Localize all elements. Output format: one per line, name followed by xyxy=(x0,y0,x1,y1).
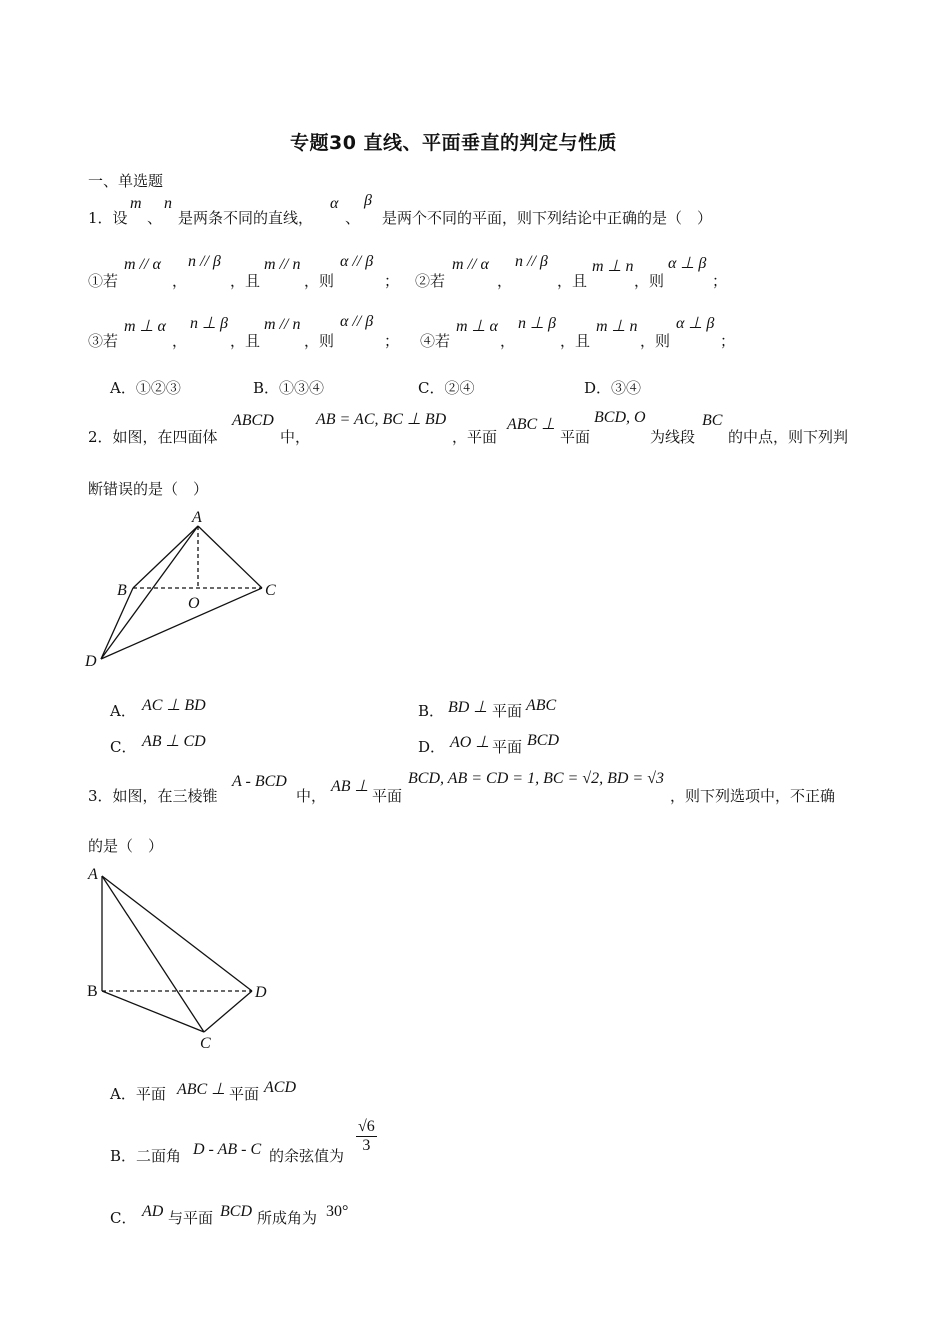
q2-abcd: ABCD xyxy=(232,412,274,429)
q1-c2-label: ②若 xyxy=(415,272,446,290)
q1-c1-semi: ； xyxy=(384,272,400,290)
q1-c4-semi: ； xyxy=(720,332,736,350)
q3-line2: 的是（ ） xyxy=(88,837,164,855)
q3-option-b-angle[interactable]: D - AB - C xyxy=(193,1141,262,1158)
q1-c4-mn: m ⊥ n xyxy=(596,318,638,335)
q2-mid2: ，平面 xyxy=(452,428,498,446)
q3-mid1: 中， xyxy=(296,787,327,805)
q1-mid: 是两条不同的直线， xyxy=(178,209,314,227)
q1-option-b[interactable]: B．①③④ xyxy=(253,379,325,397)
section-heading: 一、单选题 xyxy=(88,172,164,190)
q2-option-c-label[interactable]: C． xyxy=(110,738,137,756)
q1-option-d[interactable]: D．③④ xyxy=(584,379,642,397)
q1-c3-semi: ； xyxy=(384,332,400,350)
q1-sep1: 、 xyxy=(147,209,163,227)
q1-c1-then: ，则 xyxy=(304,272,335,290)
q1-c4-and: ，且 xyxy=(560,332,591,350)
q2-tetrahedron-figure xyxy=(80,500,300,675)
label-a: A xyxy=(192,509,202,526)
edge-ab xyxy=(133,526,198,588)
q1-c2-and: ，且 xyxy=(557,272,588,290)
q3-option-c-bcd[interactable]: BCD xyxy=(220,1203,252,1220)
q1-tail: 是两个不同的平面，则下列结论中正确的是（ ） xyxy=(382,209,713,227)
label-a: A xyxy=(88,866,98,883)
q1-c4-comma: ， xyxy=(500,332,516,350)
q2-mid3: 为线段 xyxy=(650,428,696,446)
q2-option-d-label[interactable]: D． xyxy=(418,738,446,756)
q3-option-a-acd[interactable]: ACD xyxy=(264,1079,296,1096)
q1-c3-mn: m // n xyxy=(264,316,301,333)
q1-number: 1．设 xyxy=(88,209,128,227)
q2-option-b[interactable]: BD ⊥ xyxy=(448,699,488,716)
q2-option-d-plane[interactable]: 平面 xyxy=(492,738,523,756)
label-d: D xyxy=(255,984,267,1001)
q1-c4-label: ④若 xyxy=(420,332,451,350)
q1-c4-m: m ⊥ α xyxy=(456,318,498,335)
q2-line2: 断错误的是（ ） xyxy=(88,480,209,498)
q1-c2-semi: ； xyxy=(712,272,728,290)
q2-bcdo: BCD, O xyxy=(594,409,646,426)
q2-mid1: 中， xyxy=(280,428,311,446)
q1-c4-res: α ⊥ β xyxy=(676,315,715,332)
q1-c2-mn: m ⊥ n xyxy=(592,258,634,275)
q1-c1-m: m // α xyxy=(124,256,161,273)
q1-var-n: n xyxy=(164,195,172,212)
q1-c3-comma: ， xyxy=(172,332,188,350)
q1-sep2: 、 xyxy=(345,209,361,227)
q3-option-b-fraction xyxy=(356,1118,377,1155)
q1-c3-m: m ⊥ α xyxy=(124,318,166,335)
q2-option-c[interactable]: AB ⊥ CD xyxy=(142,733,206,750)
q1-c3-then: ，则 xyxy=(304,332,335,350)
q3-plane: 平面 xyxy=(372,787,403,805)
q1-c2-comma: ， xyxy=(497,272,513,290)
q2-option-b-plane[interactable]: 平面 xyxy=(492,702,523,720)
edge-ad xyxy=(101,526,198,659)
edge-ac xyxy=(102,876,204,1032)
q3-pyramid-figure xyxy=(80,860,290,1055)
q1-c3-res: α // β xyxy=(340,313,374,330)
q3-ab: AB ⊥ xyxy=(331,778,369,795)
edge-ac xyxy=(198,526,262,588)
q1-c4-then: ，则 xyxy=(640,332,671,350)
label-d: D xyxy=(85,653,97,670)
q1-c3-label: ③若 xyxy=(88,332,119,350)
q1-option-c[interactable]: C．②④ xyxy=(418,379,475,397)
q3-tail: ，则下列选项中，不正确 xyxy=(670,787,836,805)
q3-option-c-label[interactable]: C． xyxy=(110,1209,137,1227)
q2-plane: 平面 xyxy=(560,428,591,446)
q3-option-c-tail[interactable]: 所成角为 xyxy=(257,1209,318,1227)
q1-c1-n: n // β xyxy=(188,253,221,270)
q3-option-c-mid[interactable]: 与平面 xyxy=(168,1209,214,1227)
q1-c1-mn: m // n xyxy=(264,256,301,273)
page-title: 专题30 直线、平面垂直的判定与性质 xyxy=(290,132,618,154)
q1-var-beta: β xyxy=(364,192,372,209)
q1-c2-then: ，则 xyxy=(634,272,665,290)
q2-bc: BC xyxy=(702,412,723,429)
q1-c4-n: n ⊥ β xyxy=(518,315,556,332)
q3-option-b-label[interactable]: B．二面角 xyxy=(110,1147,182,1165)
q2-option-a[interactable]: AC ⊥ BD xyxy=(142,697,206,714)
label-c: C xyxy=(200,1035,211,1052)
q2-option-d[interactable]: AO ⊥ xyxy=(450,734,490,751)
q3-pyramid: A - BCD xyxy=(232,773,287,790)
q2-condition: AB = AC, BC ⊥ BD xyxy=(316,411,447,428)
q3-option-b-denominator: 3 xyxy=(362,1137,371,1154)
q1-c2-m: m // α xyxy=(452,256,489,273)
q3-number: 3．如图，在三棱锥 xyxy=(88,787,218,805)
q1-c1-and: ，且 xyxy=(230,272,261,290)
q3-option-a-plane[interactable]: 平面 xyxy=(229,1085,260,1103)
edge-ad xyxy=(102,876,252,991)
q3-condition: BCD, AB = CD = 1, BC = √2, BD = √3 xyxy=(408,770,665,787)
q2-number: 2．如图，在四面体 xyxy=(88,428,218,446)
q3-option-c-ad[interactable]: AD xyxy=(142,1203,164,1220)
q2-option-b-abc[interactable]: ABC xyxy=(526,697,557,714)
q1-c1-comma: ， xyxy=(172,272,188,290)
q3-option-a-label[interactable]: A．平面 xyxy=(110,1085,166,1103)
q1-option-a[interactable]: A．①②③ xyxy=(110,379,181,397)
q1-var-m: m xyxy=(130,195,142,212)
q3-option-c-degree[interactable]: 30° xyxy=(326,1203,349,1220)
q1-c2-res: α ⊥ β xyxy=(668,255,707,272)
q1-c1-res: α // β xyxy=(340,253,374,270)
q2-tail: 的中点，则下列判 xyxy=(728,428,849,446)
label-o: O xyxy=(188,595,200,612)
label-b: B xyxy=(87,983,98,1000)
q3-option-b-numerator: √6 xyxy=(358,1118,375,1135)
edge-cd xyxy=(204,991,252,1032)
q1-c2-n: n // β xyxy=(515,253,548,270)
q2-option-d-bcd[interactable]: BCD xyxy=(527,732,559,749)
edge-bc xyxy=(102,991,204,1032)
label-b: B xyxy=(117,582,127,599)
q2-option-a-label[interactable]: A． xyxy=(110,702,136,720)
q2-abc: ABC ⊥ xyxy=(507,416,556,433)
q1-c1-label: ①若 xyxy=(88,272,119,290)
label-c: C xyxy=(265,582,276,599)
q2-option-b-label[interactable]: B． xyxy=(418,702,445,720)
q3-option-a-abc[interactable]: ABC ⊥ xyxy=(177,1081,226,1098)
q1-var-alpha: α xyxy=(330,195,339,212)
q1-c3-n: n ⊥ β xyxy=(190,315,228,332)
q1-c3-and: ，且 xyxy=(230,332,261,350)
q3-option-b-mid[interactable]: 的余弦值为 xyxy=(269,1147,345,1165)
